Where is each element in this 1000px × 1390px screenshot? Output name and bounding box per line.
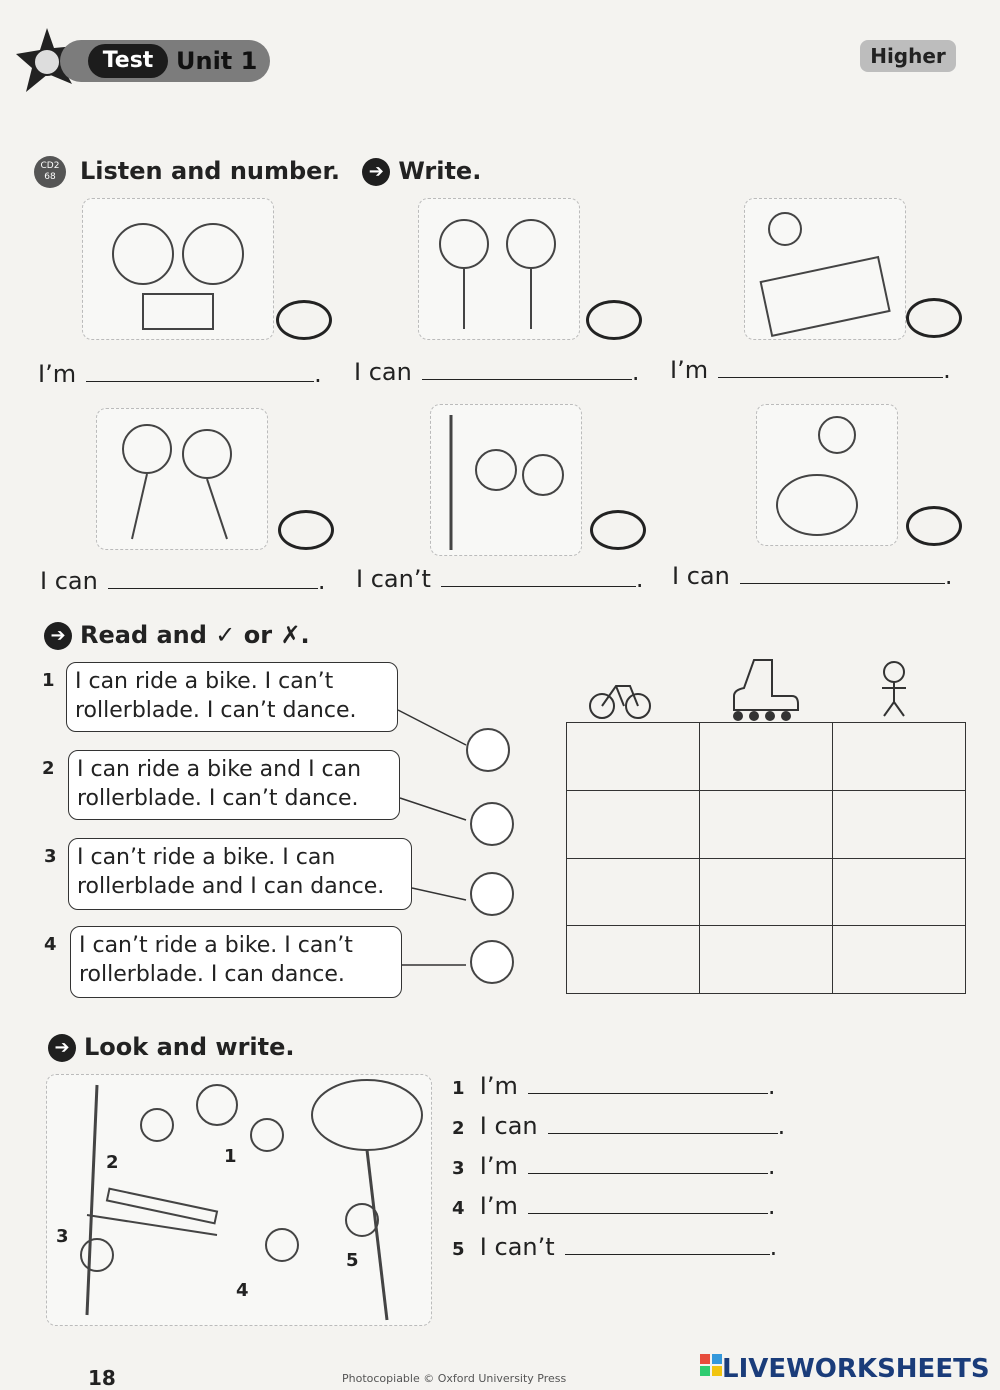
tick-cell[interactable] — [567, 790, 700, 858]
tick-cell[interactable] — [833, 790, 966, 858]
bubble-3-line2: rollerblade and I can dance. — [77, 874, 385, 899]
bubble-1-line1: I can ride a bike. I can’t — [75, 669, 334, 694]
look-write-line-1: 1 I’m . — [452, 1072, 776, 1100]
look-write-line-3: 3 I’m . — [452, 1152, 776, 1180]
tick-table — [566, 722, 966, 994]
arrow-icon: ➔ — [44, 622, 72, 650]
write-prefix-5: I can’t — [356, 565, 431, 593]
write-line-6: I can . — [672, 562, 953, 590]
look-write-line-4: 4 I’m . — [452, 1192, 776, 1220]
bubble-1-line2: rollerblade. I can’t dance. — [75, 698, 357, 723]
tick-cell[interactable] — [567, 926, 700, 994]
write-prefix-1: I’m — [38, 360, 77, 388]
bike-icon — [588, 670, 652, 726]
look-write-line-5: 5 I can’t . — [452, 1233, 778, 1261]
tick-cell[interactable] — [567, 723, 700, 791]
look-answer-blank-4[interactable] — [528, 1195, 768, 1214]
cd-label: CD2 — [40, 161, 60, 171]
boy-face-icon — [470, 802, 514, 846]
bubble-2-line1: I can ride a bike and I can — [77, 757, 362, 782]
rollerblade-icon — [724, 656, 800, 726]
look-answer-blank-1[interactable] — [528, 1075, 768, 1094]
item-number-1: 1 — [42, 670, 55, 691]
dancing-child-icon — [876, 658, 912, 722]
write-line-5: I can’t . — [356, 565, 644, 593]
look-answer-blank-3[interactable] — [528, 1155, 768, 1174]
test-label: Test — [88, 44, 168, 78]
write-prefix-3: I’m — [670, 356, 709, 384]
section3-heading — [48, 1033, 295, 1062]
boy-face-icon-2 — [470, 940, 514, 984]
girl-pigtails-face-icon — [470, 872, 514, 916]
bubble-4-line1: I can’t ride a bike. I can’t — [79, 933, 353, 958]
tick-cell[interactable] — [833, 723, 966, 791]
tick-cell[interactable] — [833, 926, 966, 994]
scene-number-5: 5 — [346, 1250, 359, 1271]
look-write-prefix-5: I can’t — [479, 1233, 555, 1261]
scene-number-2: 2 — [106, 1152, 119, 1173]
tick-cell[interactable] — [700, 723, 833, 791]
tick-cell[interactable] — [833, 858, 966, 926]
look-answer-blank-2[interactable] — [548, 1115, 778, 1134]
tick-cell[interactable] — [700, 790, 833, 858]
bubble-3-line1: I can’t ride a bike. I can — [77, 845, 336, 870]
tick-cell[interactable] — [700, 858, 833, 926]
cd-track: 68 — [44, 172, 56, 182]
scene-number-3: 3 — [56, 1226, 69, 1247]
page-number: 18 — [88, 1366, 116, 1390]
write-prefix-4: I can — [40, 567, 98, 595]
section2-title: Read and ✓ or ✗. — [80, 621, 310, 649]
copyright-text: Photocopiable © Oxford University Press — [342, 1372, 567, 1385]
section1-title-a: Listen and number. — [80, 157, 340, 185]
write-line-2: I can . — [354, 358, 640, 386]
write-line-3: I’m . — [670, 356, 951, 384]
look-write-prefix-3: I’m — [479, 1152, 518, 1180]
tick-cell[interactable] — [700, 926, 833, 994]
write-line-1: I’m . — [38, 360, 322, 388]
write-line-4: I can . — [40, 567, 326, 595]
write-prefix-6: I can — [672, 562, 730, 590]
unit-title: Unit 1 — [176, 47, 258, 75]
write-prefix-2: I can — [354, 358, 412, 386]
bubble-4-line2: rollerblade. I can dance. — [79, 962, 345, 987]
look-write-prefix-2: I can — [479, 1112, 538, 1140]
girl-face-icon — [466, 728, 510, 772]
scene-number-4: 4 — [236, 1280, 249, 1301]
scene-number-1: 1 — [224, 1146, 237, 1167]
look-answer-blank-5[interactable] — [565, 1236, 770, 1255]
liveworksheets-logo — [700, 1354, 722, 1388]
look-write-prefix-1: I’m — [479, 1072, 518, 1100]
brand-name: LIVEWORKSHEETS — [722, 1354, 990, 1384]
arrow-icon: ➔ — [362, 158, 390, 186]
bubble-2-line2: rollerblade. I can’t dance. — [77, 786, 359, 811]
item-number-2: 2 — [42, 758, 55, 779]
look-write-prefix-4: I’m — [479, 1192, 518, 1220]
section1-title-b: Write. — [398, 157, 482, 185]
tick-cell[interactable] — [567, 858, 700, 926]
arrow-icon: ➔ — [48, 1034, 76, 1062]
section3-title: Look and write. — [84, 1033, 295, 1061]
item-number-3: 3 — [44, 846, 57, 867]
look-write-line-2: 2 I can . — [452, 1112, 786, 1140]
item-number-4: 4 — [44, 934, 57, 955]
level-badge: Higher — [860, 40, 956, 72]
